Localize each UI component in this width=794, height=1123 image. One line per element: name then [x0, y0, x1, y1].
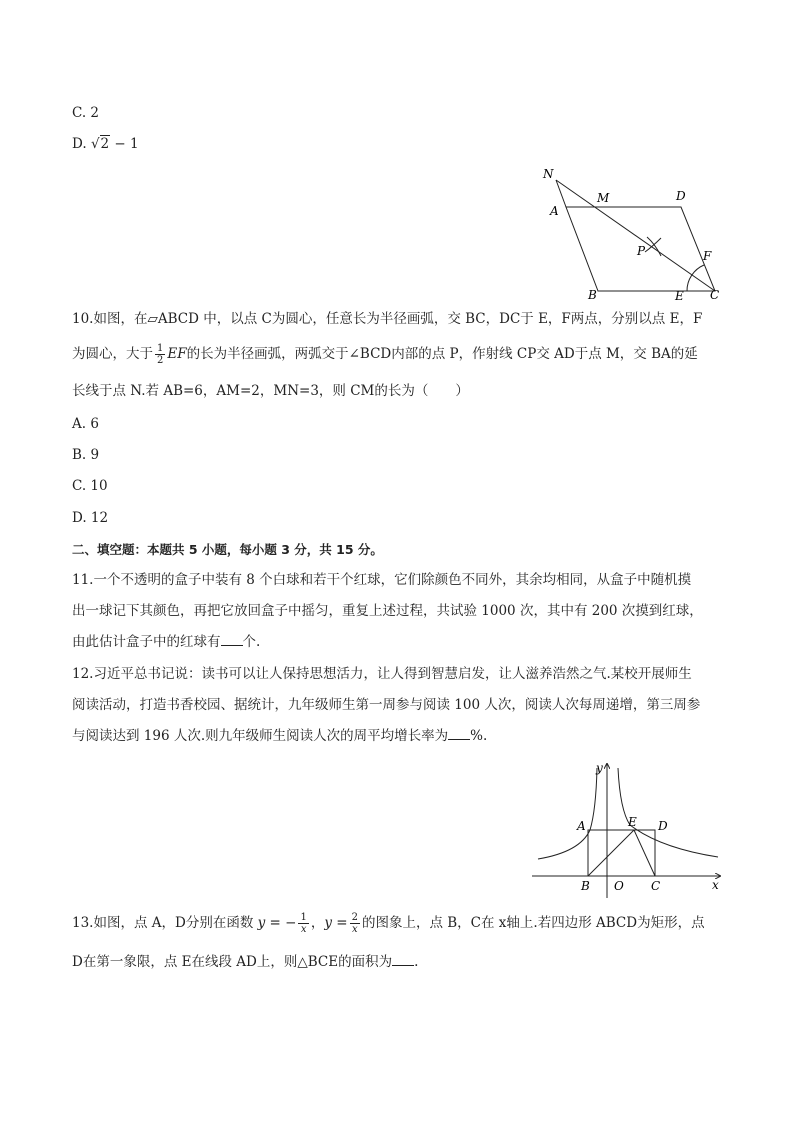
q11-line1: 11.一个不透明的盒子中装有 8 个白球和若干个红球，它们除颜色不同外，其余均相同，从盒子中随机摸 — [72, 572, 692, 588]
function-separator: ， — [310, 915, 325, 931]
fraction-one-over-x — [298, 912, 308, 935]
q13-line2-pre: D在第一象限，点 E在线段 AD上，则△BCE的面积为 — [72, 954, 393, 970]
arc-p2 — [645, 238, 661, 252]
fraction-numerator: 2 — [351, 912, 358, 923]
label-a: A — [577, 819, 586, 833]
q12-line1: 12.习近平总书记说：读书可以让人保持思想活力，让人得到智慧启发，让人滋养浩然之气.某校开展师生 — [72, 666, 692, 682]
segment-ec — [634, 830, 655, 876]
q10-option-c: C. 10 — [72, 478, 108, 494]
q12-line3 — [72, 727, 487, 745]
ray-cn — [556, 180, 715, 291]
label-y: y — [596, 761, 603, 775]
q9-option-d-prefix: D. — [72, 136, 91, 152]
q10-line2 — [72, 343, 698, 366]
segment-be — [588, 830, 634, 876]
fraction-numerator: 1 — [300, 912, 307, 923]
section2-title: 二、填空题：本题共 5 小题，每小题 3 分，共 15 分。 — [72, 542, 383, 557]
q10-option-b: B. 9 — [72, 447, 100, 463]
q13-line1 — [72, 912, 705, 935]
fraction-two-over-x — [350, 912, 360, 935]
label-e: E — [675, 289, 684, 302]
label-e: E — [628, 815, 637, 829]
q9-option-c: C. 2 — [72, 105, 100, 121]
q10-option-d: D. 12 — [72, 510, 109, 526]
q9-option-d — [72, 135, 139, 153]
label-p: P — [637, 244, 646, 258]
sqrt-radicand: 2 — [100, 136, 110, 152]
q10-line1: 10.如图，在▱ABCD 中，以点 C为圆心，任意长为半径画弧，交 BC，DC于 E，F两点，分别以点 E，F — [72, 311, 703, 327]
q9-option-d-suffix: − 1 — [110, 136, 139, 152]
q11-line3-pre: 由此估计盒子中的红球有 — [72, 634, 221, 650]
q11-line3-post: 个. — [242, 634, 261, 650]
hyperbola-right — [618, 768, 718, 857]
q13-line2-post: . — [414, 954, 419, 970]
label-b: B — [588, 288, 597, 302]
answer-blank[interactable] — [392, 953, 414, 966]
label-f: F — [703, 249, 712, 263]
segment-ef: EF — [167, 346, 187, 362]
q10-line2-pre: 为圆心，大于 — [72, 346, 153, 362]
label-d: D — [676, 189, 686, 203]
q13-line1-pre: 13.如图，点 A，D分别在函数 — [72, 915, 254, 931]
label-a: A — [550, 204, 559, 218]
answer-blank[interactable] — [448, 727, 470, 740]
function2-lhs: y = — [324, 915, 348, 931]
q13-line1-post: 的图象上，点 B，C在 x轴上.若四边形 ABCD为矩形，点 — [361, 915, 705, 931]
fraction-denominator: x — [300, 924, 307, 935]
fraction-one-half — [155, 343, 165, 366]
arc-ef — [687, 265, 704, 291]
label-o: O — [614, 879, 624, 893]
label-n: N — [543, 167, 554, 181]
label-b: B — [581, 879, 590, 893]
fraction-denominator: x — [351, 924, 358, 935]
answer-blank[interactable] — [221, 633, 243, 646]
q11-line3 — [72, 633, 260, 651]
function1-lhs: y = − — [257, 915, 297, 931]
q12-line3-post: %. — [470, 728, 488, 744]
q12-line2: 阅读活动，打造书香校园、据统计，九年级师生第一周参与阅读 100 人次，阅读人次每周递增，第三周参 — [72, 697, 701, 713]
parallelogram-figure — [535, 162, 735, 302]
label-x: x — [712, 878, 719, 892]
q10-option-a: A. 6 — [72, 416, 99, 432]
label-c: C — [651, 879, 661, 893]
fraction-numerator: 1 — [157, 343, 164, 354]
label-c: C — [710, 288, 720, 302]
label-d: D — [658, 819, 668, 833]
q10-line2-post: 的长为半径画弧，两弧交于∠BCD内部的点 P，作射线 CP交 AD于点 M，交 BA的延 — [186, 346, 698, 362]
q13-line2 — [72, 953, 418, 971]
hyperbola-figure — [530, 760, 730, 900]
sqrt-symbol: √2 — [90, 136, 110, 152]
q10-line3: 长线于点 N.若 AB=6，AM=2，MN=3，则 CM的长为（ ） — [72, 383, 469, 399]
q11-line2: 出一球记下其颜色，再把它放回盒子中摇匀，重复上述过程，共试验 1000 次，其中有 200 次摸到红球， — [72, 603, 703, 619]
fraction-denominator: 2 — [157, 355, 164, 366]
label-m: M — [597, 191, 610, 205]
q12-line3-pre: 与阅读达到 196 人次.则九年级师生阅读人次的周平均增长率为 — [72, 728, 449, 744]
